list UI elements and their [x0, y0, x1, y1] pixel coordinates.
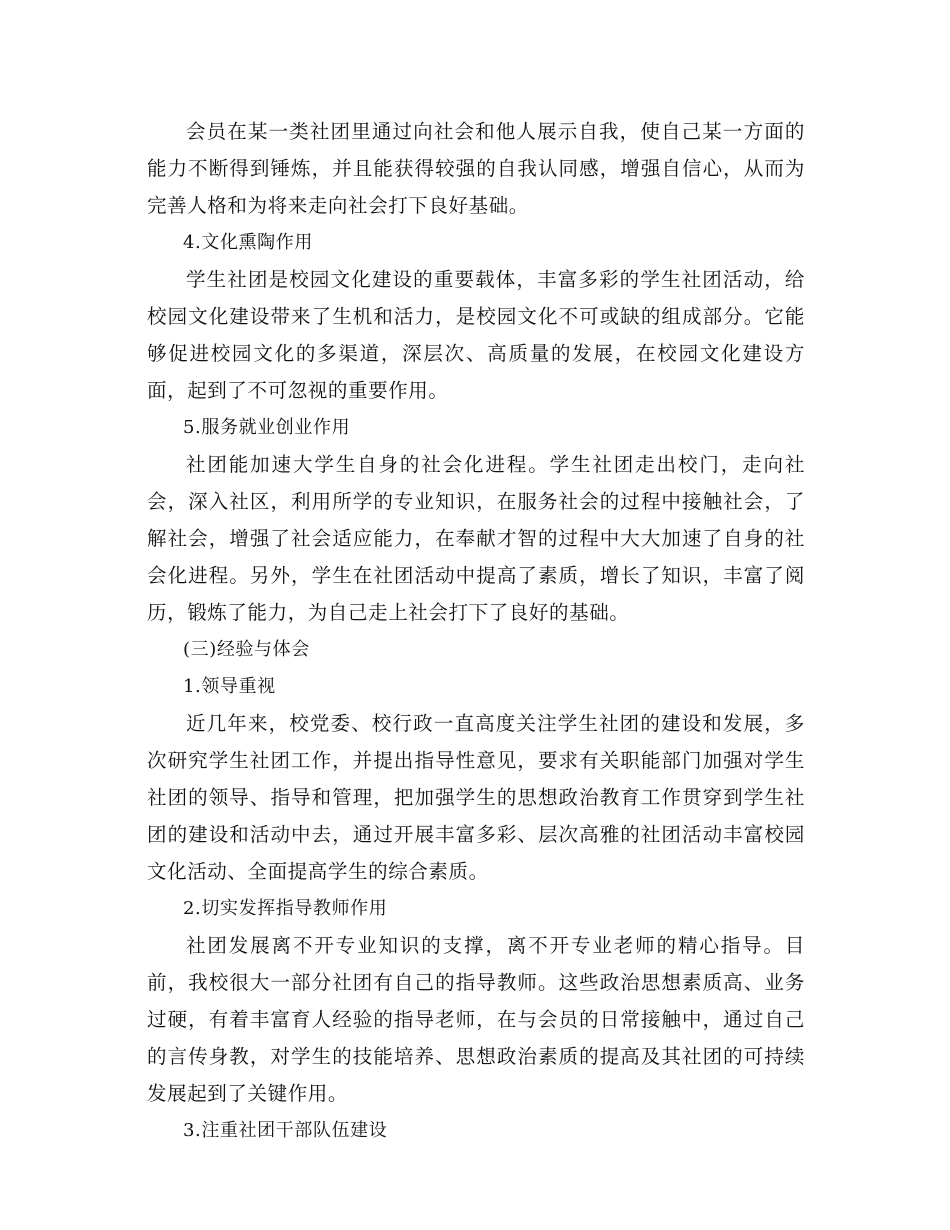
- section-experience: (三)经验与体会: [183, 639, 310, 660]
- paragraph-leadership: 近几年来，校党委、校行政一直高度关注学生社团的建设和发展，多次研究学生社团工作，并提出指导性意见，要求有关职能部门加强对学生社团的领导、指导和管理，把加强学生的思想政治教育工作贯穿到学生社团的建设和活动中去，通过开展丰富多彩、层次高雅的社团活动丰富校园文化活动、全面提高学生的综合素质。: [147, 712, 805, 883]
- paragraph-socialization: 社团能加速大学生自身的社会化进程。学生社团走出校门，走向社会，深入社区，利用所学的专业知识，在服务社会的过程中接触社会，了解社会，增强了社会适应能力，在奉献才智的过程中大大加速了自身的社会化进程。另外，学生在社团活动中提高了素质，增长了知识，丰富了阅历，锻炼了能力，为自己走上社会打下了良好的基础。: [147, 453, 805, 624]
- paragraph-self-display: 会员在某一类社团里通过向社会和他人展示自我，使自己某一方面的能力不断得到锤炼，并且能获得较强的自我认同感，增强自信心，从而为完善人格和为将来走向社会打下良好基础。: [147, 120, 805, 217]
- paragraph-campus-culture: 学生社团是校园文化建设的重要载体，丰富多彩的学生社团活动，给校园文化建设带来了生机和活力，是校园文化不可或缺的组成部分。它能够促进校园文化的多渠道，深层次、高质量的发展，在校园文化建设方面，起到了不可忽视的重要作用。: [147, 268, 805, 402]
- heading-culture: 4.文化熏陶作用: [183, 232, 313, 253]
- heading-leadership: 1.领导重视: [183, 676, 276, 697]
- heading-cadre: 3.注重社团干部队伍建设: [183, 1120, 388, 1141]
- paragraph-advisor: 社团发展离不开专业知识的支撑，离不开专业老师的精心指导。目前，我校很大一部分社团有自己的指导教师。这些政治思想素质高、业务过硬，有着丰富育人经验的指导老师，在与会员的日常接触中，通过自己的言传身教，对学生的技能培养、思想政治素质的提高及其社团的可持续发展起到了关键作用。: [147, 934, 805, 1105]
- heading-employment: 5.服务就业创业作用: [183, 417, 351, 438]
- heading-advisor: 2.切实发挥指导教师作用: [183, 898, 388, 919]
- document-body: [147, 113, 805, 1149]
